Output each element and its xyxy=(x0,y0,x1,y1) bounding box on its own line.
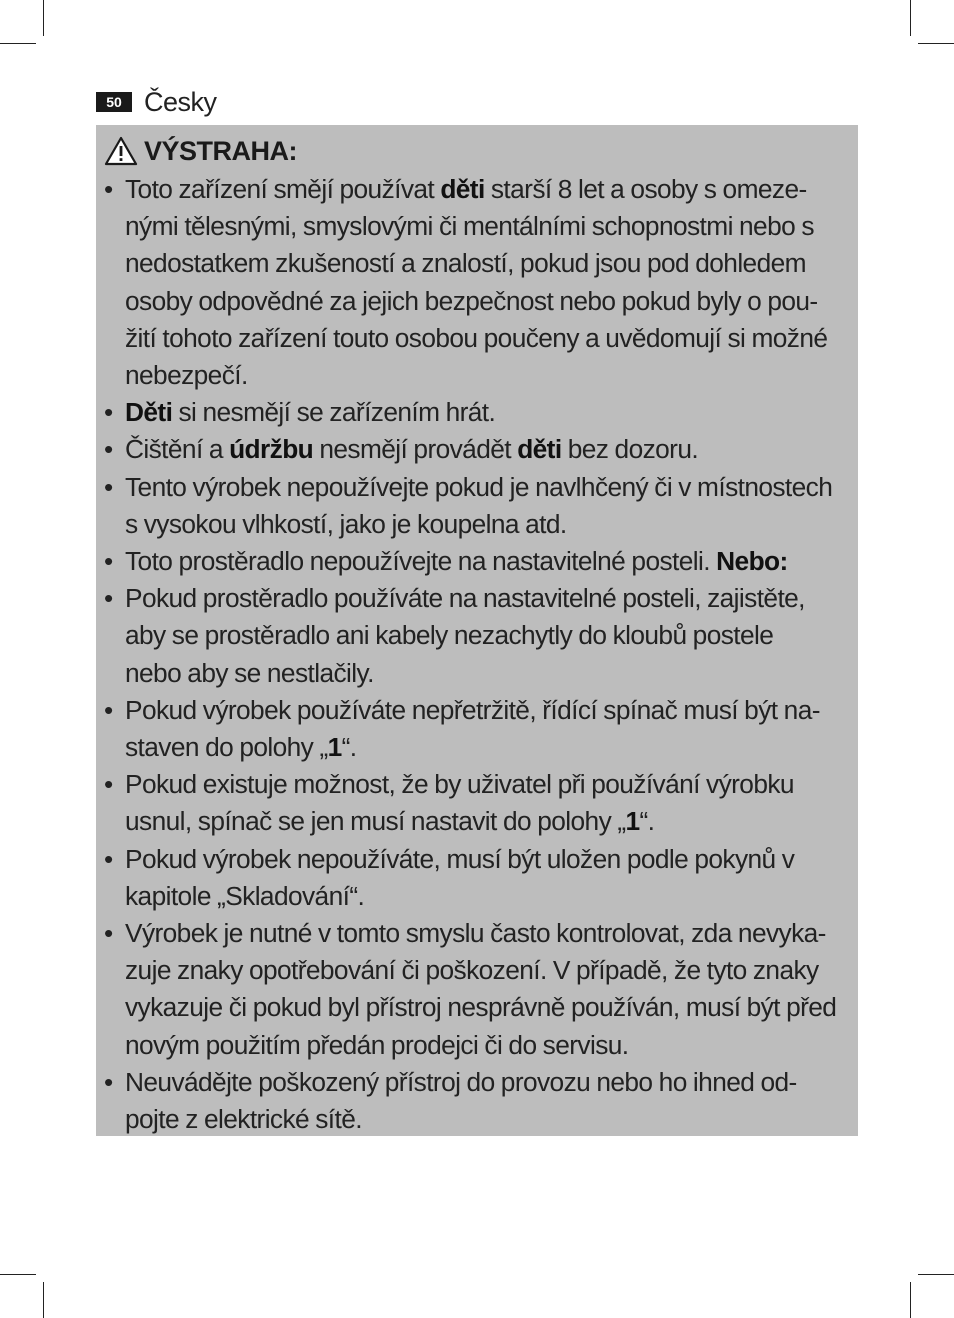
warning-item xyxy=(104,171,848,394)
body-text: novým použitím předán prodejci či do servisu. xyxy=(125,1029,629,1060)
warning-item-line xyxy=(125,803,848,840)
warning-item xyxy=(104,580,848,692)
crop-mark xyxy=(910,0,911,36)
warning-item-line xyxy=(125,952,848,989)
crop-mark xyxy=(0,1274,36,1275)
body-text: osoby odpovědné za jejich bezpečnost nebo pokud byly o pou- xyxy=(125,285,818,316)
page-header xyxy=(96,84,217,120)
body-text: Tento výrobek nepoužívejte pokud je navlhčený či v místnostech xyxy=(125,471,833,502)
body-text: bez dozoru. xyxy=(561,434,699,465)
warning-item-line xyxy=(125,208,848,245)
emphasis-text: Děti xyxy=(125,397,173,428)
emphasis-text: Nebo: xyxy=(716,546,788,577)
warning-item xyxy=(104,692,848,766)
warning-triangle-icon xyxy=(104,136,138,166)
warning-item xyxy=(104,431,848,468)
body-text: s vysokou vlhkostí, jako je koupelna atd. xyxy=(125,508,567,539)
crop-mark xyxy=(43,0,44,36)
crop-mark xyxy=(910,1282,911,1318)
warning-item-line xyxy=(125,729,848,766)
emphasis-text: 1 xyxy=(327,732,342,763)
warning-item-line xyxy=(125,580,848,617)
emphasis-text: 1 xyxy=(625,806,640,837)
warning-item-line xyxy=(125,394,848,431)
page-number: 50 xyxy=(96,92,132,112)
warning-item xyxy=(104,841,848,915)
crop-mark xyxy=(43,1282,44,1318)
emphasis-text: děti xyxy=(440,174,485,204)
body-text: starší 8 let a osoby s omeze- xyxy=(484,174,807,204)
warning-item-line xyxy=(125,766,848,803)
warning-item-line xyxy=(125,469,848,506)
body-text: “. xyxy=(639,806,655,837)
warning-item-line xyxy=(125,543,848,580)
warning-item-line xyxy=(125,655,848,692)
body-text: usnul, spínač se jen musí nastavit do polohy „ xyxy=(125,806,626,837)
body-text: Pokud výrobek používáte nepřetržitě, řídící spínač musí být na- xyxy=(125,694,820,725)
body-text: Výrobek je nutné v tomto smyslu často kontrolovat, zda nevyka- xyxy=(125,918,826,949)
body-text: nedostatkem zkušeností a znalostí, pokud jsou pod dohledem xyxy=(125,248,806,279)
warning-item-line xyxy=(125,245,848,282)
body-text: pojte z elektrické sítě. xyxy=(125,1104,362,1135)
warning-item-line xyxy=(125,989,848,1026)
body-text: “. xyxy=(341,732,357,763)
body-text: Pokud existuje možnost, že by uživatel při používání výrobku xyxy=(125,769,794,800)
warning-item-line xyxy=(125,878,848,915)
body-text: Pokud prostěradlo používáte na nastavitelné posteli, zajistěte, xyxy=(125,583,805,614)
warning-heading xyxy=(104,131,848,171)
body-text: nými tělesnými, smyslovými či mentálními schopnostmi nebo s xyxy=(125,211,814,242)
crop-mark xyxy=(918,1274,954,1275)
body-text: Neuvádějte poškozený přístroj do provozu nebo ho ihned od- xyxy=(125,1066,797,1097)
warning-box xyxy=(96,125,858,1136)
warning-item-line xyxy=(125,506,848,543)
warning-item xyxy=(104,394,848,431)
body-text: staven do polohy „ xyxy=(125,732,328,763)
warning-title: VÝSTRAHA: xyxy=(144,135,298,166)
body-text: nesmějí provádět xyxy=(313,434,518,465)
warning-item-line xyxy=(125,915,848,952)
crop-mark xyxy=(918,43,954,44)
emphasis-text: údržbu xyxy=(229,434,314,465)
body-text: nebezpečí. xyxy=(125,360,248,391)
warning-item xyxy=(104,915,848,1064)
warning-item xyxy=(104,766,848,840)
warning-item xyxy=(104,543,848,580)
body-text: si nesmějí se zařízením hrát. xyxy=(172,397,496,428)
body-text: zuje znaky opotřebování či poškození. V případě, že tyto znaky xyxy=(125,955,819,986)
warning-item xyxy=(104,469,848,543)
body-text: Toto prostěradlo nepoužívejte na nastavitelné posteli. xyxy=(125,546,717,577)
warning-item-line xyxy=(125,357,848,394)
warning-item-line xyxy=(125,617,848,654)
emphasis-text: děti xyxy=(517,434,562,465)
warning-item-line xyxy=(125,841,848,878)
warning-item xyxy=(104,1064,848,1138)
warning-item-line xyxy=(125,1101,848,1138)
body-text: Pokud výrobek nepoužíváte, musí být uložen podle pokynů v xyxy=(125,843,795,874)
body-text: vykazuje či pokud byl přístroj nesprávně používán, musí být před xyxy=(125,992,837,1023)
language-label: Česky xyxy=(144,86,217,117)
crop-mark xyxy=(0,43,36,44)
warning-item-line xyxy=(125,431,848,468)
warning-item-line xyxy=(125,1064,848,1101)
warning-list xyxy=(104,171,848,1138)
warning-item-line xyxy=(125,171,848,208)
warning-item-line xyxy=(125,320,848,357)
body-text: Čištění a xyxy=(125,434,230,465)
warning-item-line xyxy=(125,692,848,729)
body-text: žití tohoto zařízení touto osobou poučeny a uvědomují si možné xyxy=(125,322,828,353)
warning-item-line xyxy=(125,1027,848,1064)
body-text: kapitole „Skladování“. xyxy=(125,880,365,911)
body-text: nebo aby se nestlačily. xyxy=(125,657,374,688)
body-text: Toto zařízení smějí používat xyxy=(125,174,441,204)
body-text: aby se prostěradlo ani kabely nezachytly do kloubů postele xyxy=(125,620,774,651)
warning-item-line xyxy=(125,283,848,320)
